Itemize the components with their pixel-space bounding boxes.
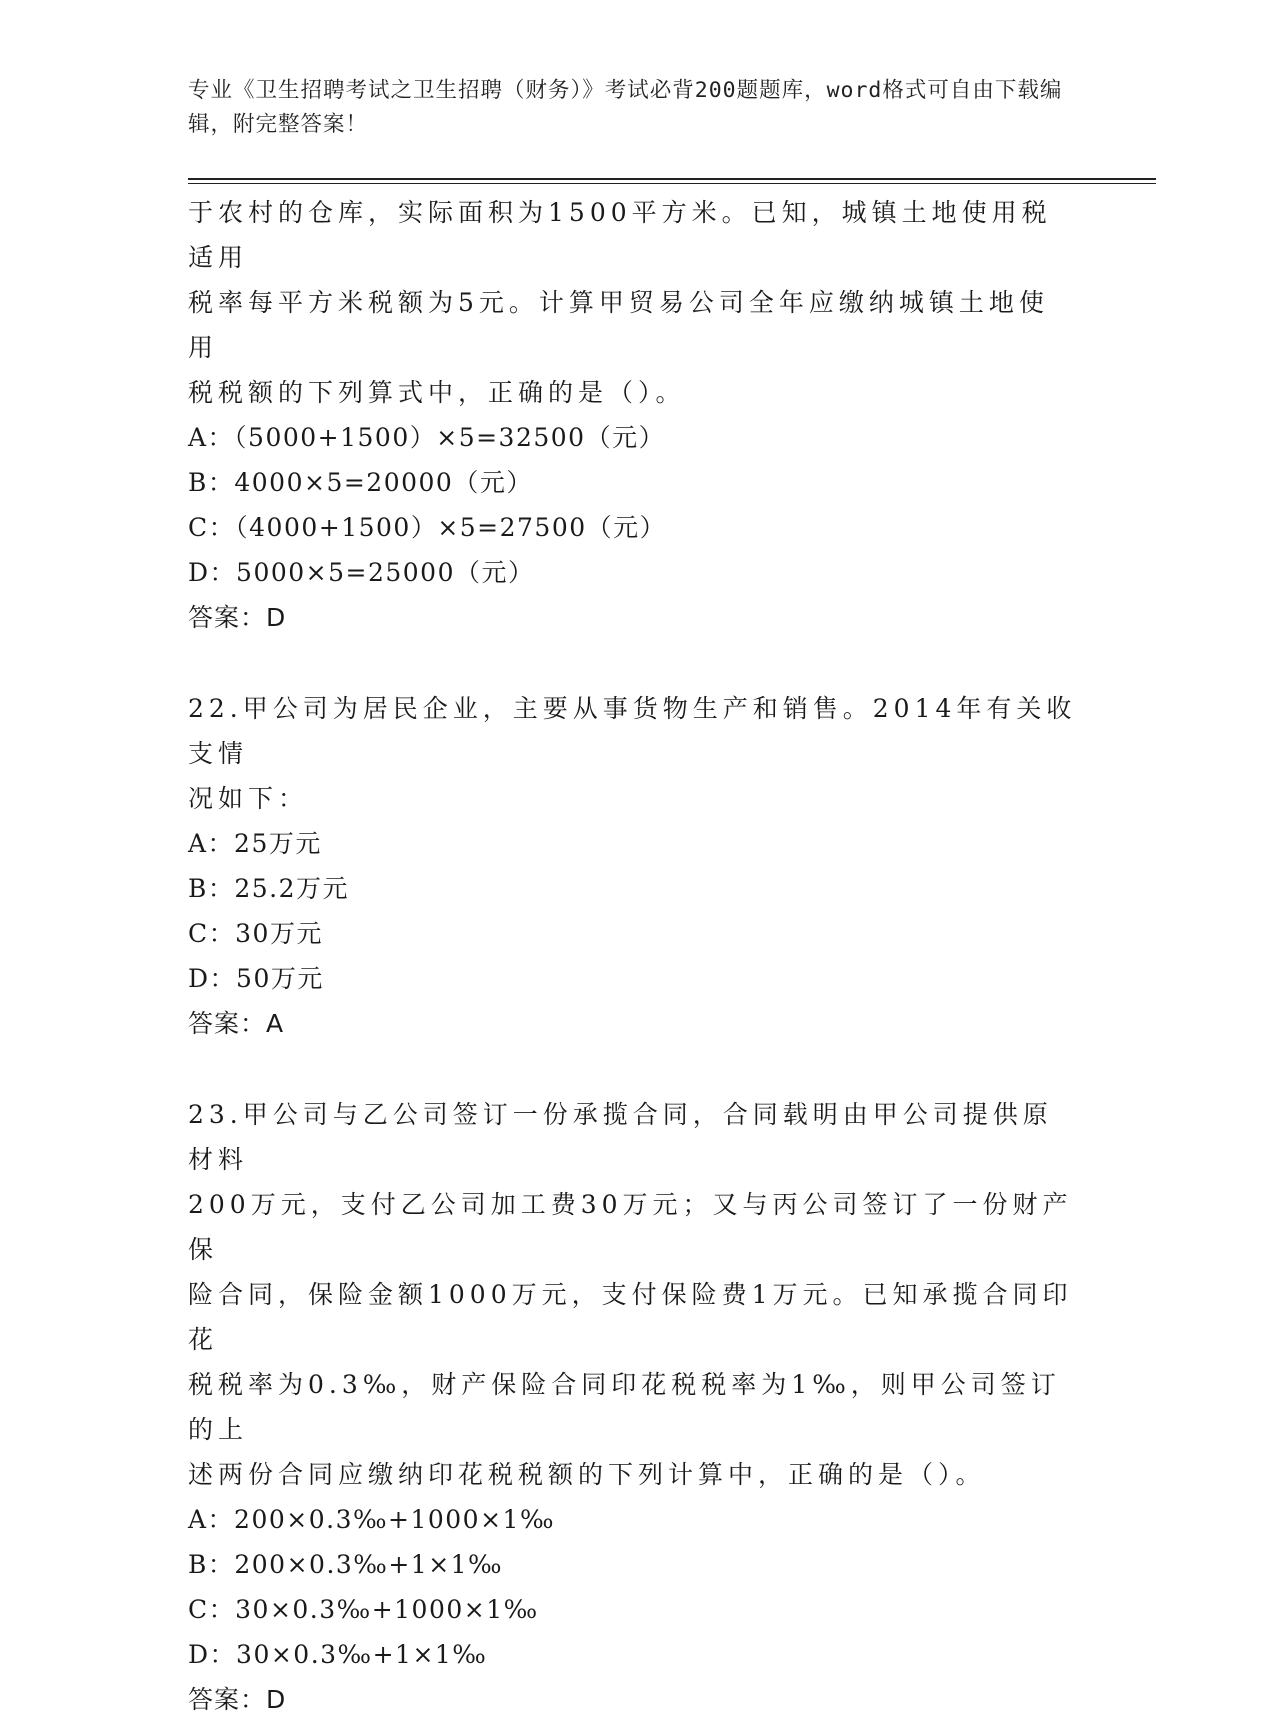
- question-block: [188, 190, 1078, 640]
- question-stem-line: 税率每平方米税额为5元。计算甲贸易公司全年应缴纳城镇土地使用: [188, 288, 1049, 362]
- option-d: D：50万元: [188, 964, 324, 993]
- spacer: [188, 640, 1078, 686]
- question-stem-line: 险合同，保险金额1000万元，支付保险费1万元。已知承揽合同印花: [188, 1280, 1073, 1354]
- question-stem-line: 于农村的仓库，实际面积为1500平方米。已知，城镇土地使用税适用: [188, 198, 1052, 272]
- question-block: [188, 686, 1078, 1046]
- header-divider-thin: [188, 183, 1156, 184]
- option-c: C：30万元: [188, 919, 323, 948]
- option-d: D：30×0.3‰+1×1‰: [188, 1640, 488, 1669]
- question-stem-line: 税税额的下列算式中，正确的是（）。: [188, 378, 686, 407]
- option-a: A：25万元: [188, 829, 322, 858]
- option-a: A：200×0.3‰+1000×1‰: [188, 1505, 555, 1534]
- header-title: 专业《卫生招聘考试之卫生招聘（财务）》考试必背200题题库，word格式可自由下载编辑，附完整答案！: [188, 78, 1063, 137]
- question-stem-line: 200万元，支付乙公司加工费30万元；又与丙公司签订了一份财产保: [188, 1190, 1073, 1264]
- question-stem-line: 税税率为0.3‰，财产保险合同印花税税率为1‰，则甲公司签订的上: [188, 1370, 1061, 1444]
- answer-line: 答案：D: [188, 1685, 287, 1714]
- answer-line: 答案：D: [188, 603, 287, 632]
- option-d: D：5000×5=25000（元）: [188, 558, 535, 587]
- option-a: A：（5000+1500）×5=32500（元）: [188, 423, 666, 452]
- question-stem-line: 23.甲公司与乙公司签订一份承揽合同，合同载明由甲公司提供原材料: [188, 1100, 1053, 1174]
- question-stem-line: 述两份合同应缴纳印花税税额的下列计算中，正确的是（）。: [188, 1460, 986, 1489]
- question-list: [188, 190, 1078, 1722]
- question-block: [188, 1092, 1078, 1722]
- option-b: B：25.2万元: [188, 874, 350, 903]
- option-c: C：30×0.3‰+1000×1‰: [188, 1595, 539, 1624]
- option-c: C：（4000+1500）×5=27500（元）: [188, 513, 667, 542]
- header-divider: [188, 178, 1156, 180]
- option-b: B：200×0.3‰+1×1‰: [188, 1550, 504, 1579]
- spacer: [188, 1046, 1078, 1092]
- question-stem-line: 22.甲公司为居民企业，主要从事货物生产和销售。2014年有关收支情: [188, 694, 1077, 768]
- document-header: [188, 74, 1068, 142]
- option-b: B：4000×5=20000（元）: [188, 468, 533, 497]
- answer-line: 答案：A: [188, 1009, 285, 1038]
- question-stem-line: 况如下：: [188, 784, 309, 813]
